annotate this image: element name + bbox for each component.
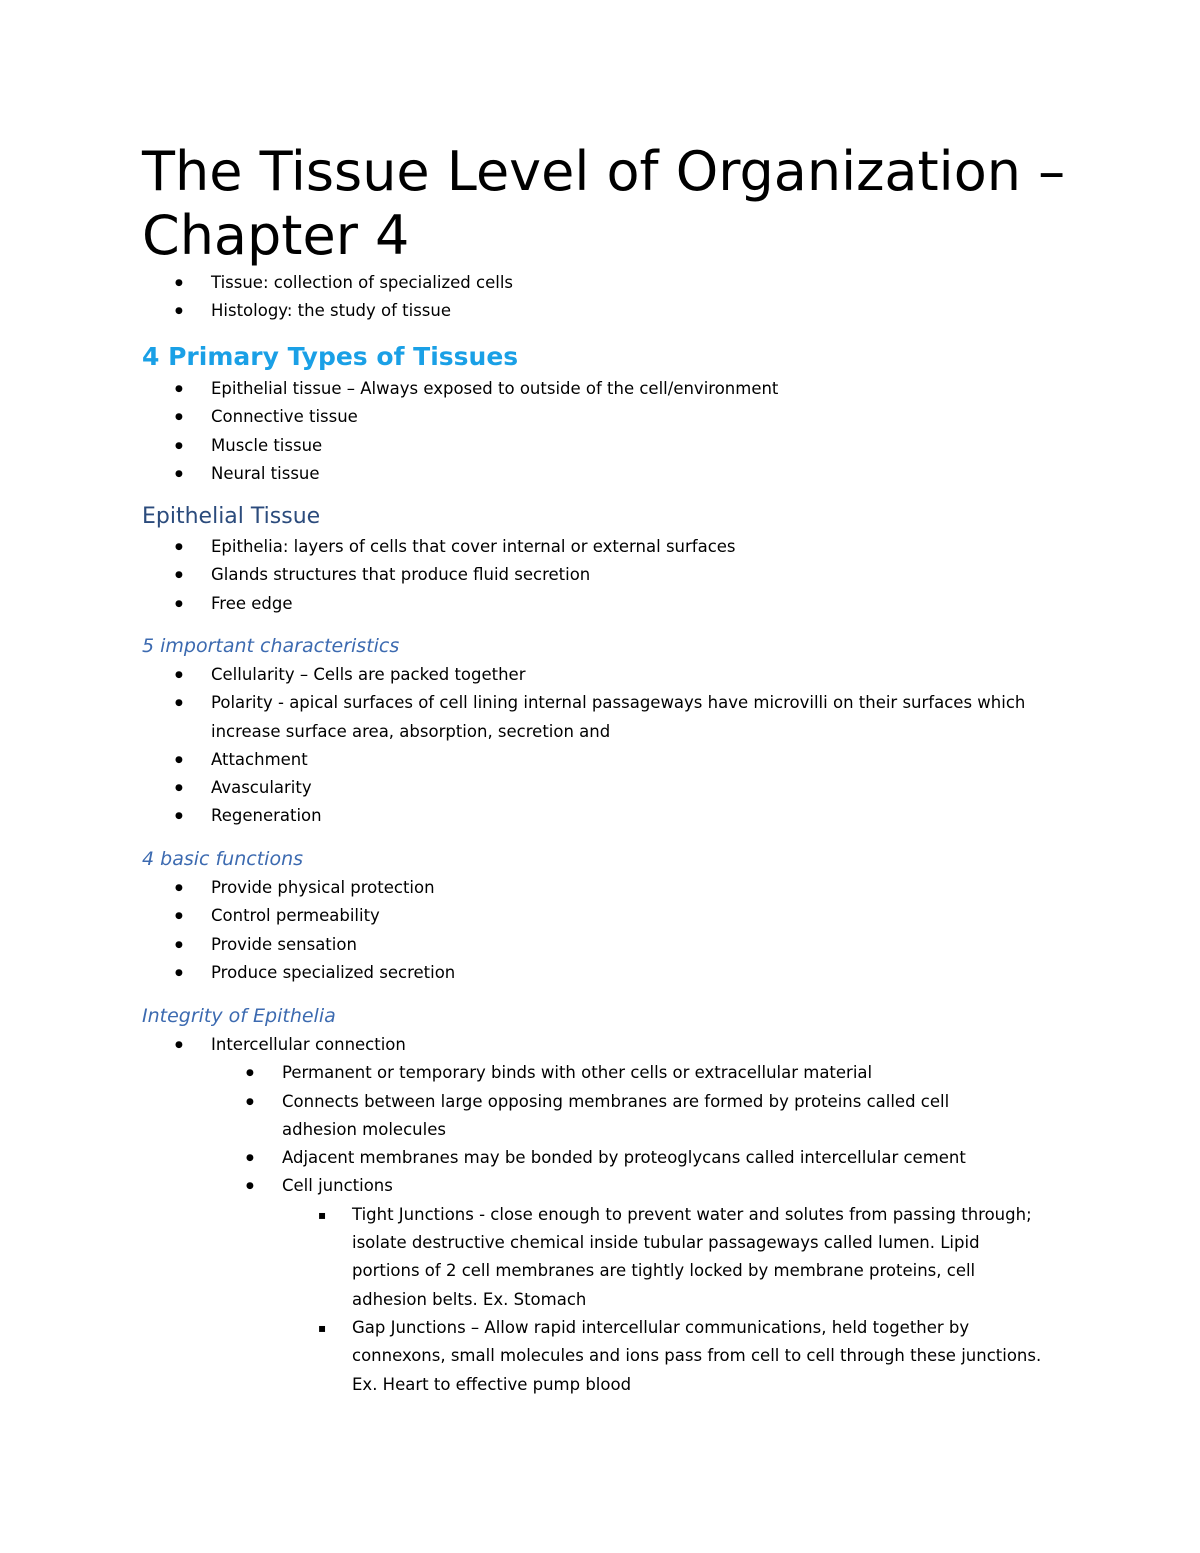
epithelial-list [211,533,1051,618]
list-item: ● Permanent or temporary binds with other cells or extracellular material [282,1059,1002,1087]
primary-types-list [211,375,1051,488]
epithelial-heading: Epithelial Tissue [142,504,321,529]
list-item: ● Cellularity – Cells are packed together [211,661,1051,689]
functions-heading: 4 basic functions [142,848,304,870]
list-item: ● Provide sensation [211,931,1051,959]
list-item: ● Epithelial tissue – Always exposed to outside of the cell/environment [211,375,1051,403]
list-item: ● Neural tissue [211,460,1051,488]
list-item: ▪ Tight Junctions - close enough to prevent water and solutes from passing through; isolate destructive chemical inside tubular passageways called lumen. Lipid portions of 2 cell membranes are tightly locked by membrane proteins, cell adhesion belts. Ex. Stomach [352,1201,1052,1314]
primary-types-heading: 4 Primary Types of Tissues [142,342,519,371]
list-item: ● Connects between large opposing membranes are formed by proteins called cell adhesion molecules [282,1088,1002,1145]
functions-list [211,874,1051,987]
list-item: ● Regeneration [211,802,1051,830]
integrity-sublist [211,1059,1051,1399]
list-item [211,1031,1051,1399]
integrity-heading: Integrity of Epithelia [142,1005,336,1027]
intro-list [211,269,1051,326]
characteristics-list [211,661,1051,831]
list-item: ● Glands structures that produce fluid secretion [211,561,1051,589]
list-item-label: Intercellular connection [211,1035,406,1054]
integrity-list [211,1031,1051,1399]
list-item: ● Connective tissue [211,403,1051,431]
list-item: ● Control permeability [211,902,1051,930]
list-item: ● Adjacent membranes may be bonded by proteoglycans called intercellular cement [282,1144,1002,1172]
list-item: ● Histology: the study of tissue [211,297,1051,325]
list-item-label: Cell junctions [282,1176,393,1196]
page-title: The Tissue Level of Organization – Chapter 4 [142,140,1066,267]
list-item: ● Provide physical protection [211,874,1051,902]
list-item: ● Polarity - apical surfaces of cell lining internal passageways have microvilli on their surfaces which increase surface area, absorption, secretion and [211,689,1051,746]
characteristics-heading: 5 important characteristics [142,635,400,657]
list-item: ● Free edge [211,590,1051,618]
list-item [282,1172,1042,1398]
list-item: ● Attachment [211,746,1051,774]
list-item: ● Produce specialized secretion [211,959,1051,987]
list-item: ● Muscle tissue [211,432,1051,460]
list-item: ● Tissue: collection of specialized cells [211,269,1051,297]
list-item: ● Avascularity [211,774,1051,802]
list-item: ● Epithelia: layers of cells that cover internal or external surfaces [211,533,1051,561]
list-item: ▪ Gap Junctions – Allow rapid intercellular communications, held together by connexons, small molecules and ions pass from cell to cell through these junctions. Ex. Heart to effective pump blood [352,1314,1052,1399]
cell-junctions-list [282,1201,1042,1399]
